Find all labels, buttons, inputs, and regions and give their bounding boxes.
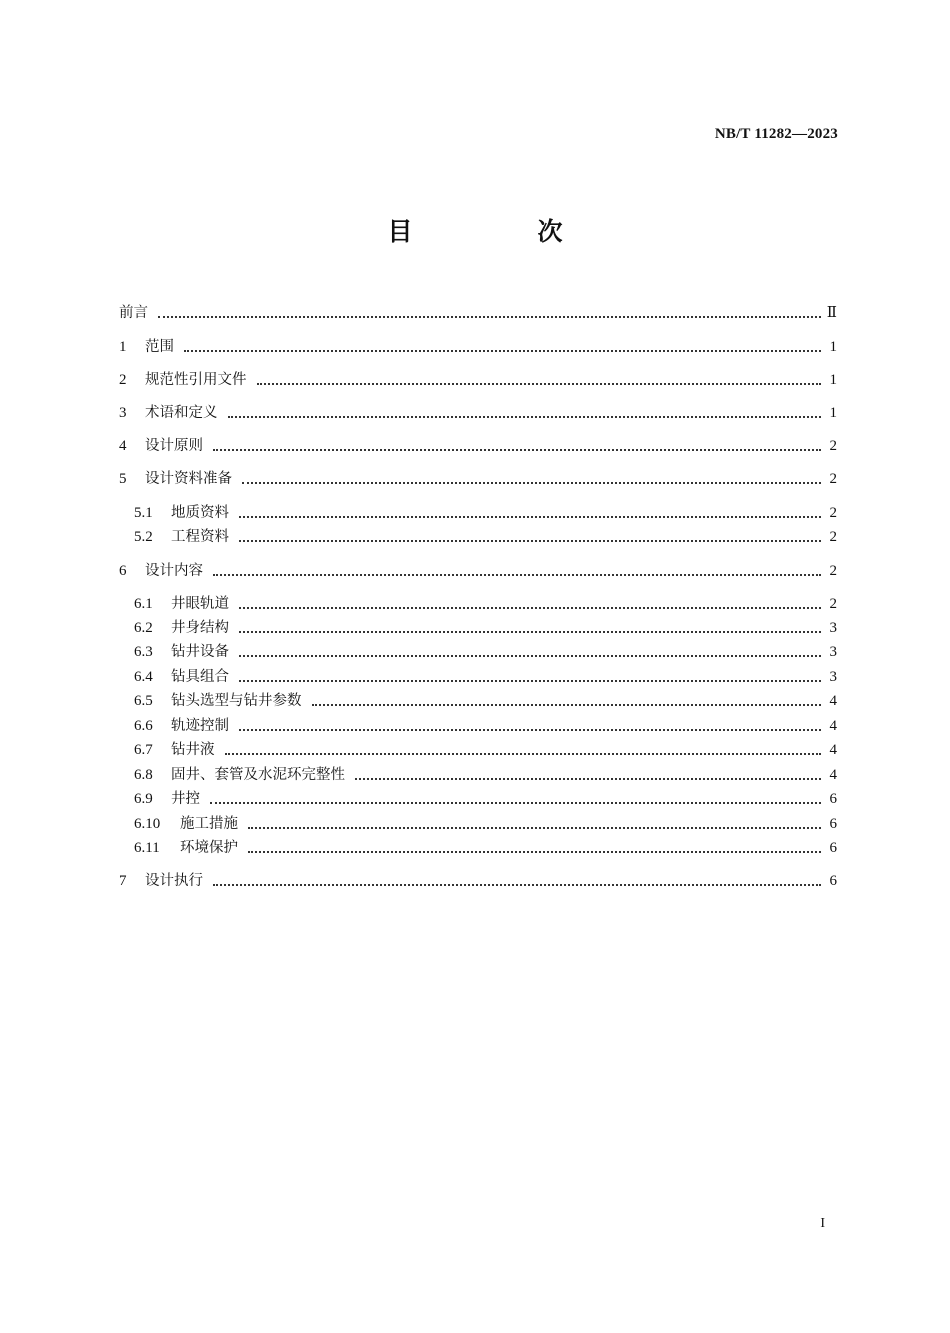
dot-leader xyxy=(239,516,821,518)
toc-entry-label: 施工措施 xyxy=(180,816,238,832)
toc-entry-label: 前言 xyxy=(119,305,148,321)
toc-entry-label: 设计资料准备 xyxy=(145,471,232,487)
dot-leader xyxy=(239,729,821,731)
dot-leader xyxy=(242,482,821,484)
toc-entry-number: 4 xyxy=(119,438,127,454)
toc-entry-label: 轨迹控制 xyxy=(171,718,229,734)
toc-entry-label: 设计原则 xyxy=(145,438,203,454)
toc-entry-label: 范围 xyxy=(145,339,174,355)
toc-entry[interactable] xyxy=(134,739,837,761)
toc-entry-label: 地质资料 xyxy=(171,505,229,521)
toc-entry-number: 6.5 xyxy=(134,693,153,709)
dot-leader xyxy=(248,851,821,853)
toc-entry[interactable] xyxy=(134,813,837,835)
toc-entry[interactable] xyxy=(134,593,837,615)
toc-entry[interactable] xyxy=(119,560,837,582)
toc-entry-page: 1 xyxy=(829,405,837,421)
toc-entry-number: 6.8 xyxy=(134,767,153,783)
toc-entry[interactable] xyxy=(134,641,837,663)
standard-code: NB/T 11282—2023 xyxy=(714,126,838,142)
toc-entry-page: 6 xyxy=(829,791,837,807)
toc-entry[interactable] xyxy=(134,715,837,737)
toc-entry[interactable] xyxy=(119,468,837,490)
toc-entry-number: 5 xyxy=(119,471,127,487)
toc-entry-page: 6 xyxy=(829,816,837,832)
toc-entry-page: 3 xyxy=(829,669,837,685)
toc-entry-label: 钻井设备 xyxy=(171,644,229,660)
toc-entry-page: 4 xyxy=(829,718,837,734)
toc-entry[interactable] xyxy=(134,617,837,639)
toc-entry-number: 5.2 xyxy=(134,529,153,545)
dot-leader xyxy=(228,416,822,418)
toc-entry-number: 6.3 xyxy=(134,644,153,660)
toc-entry[interactable] xyxy=(119,435,837,457)
toc-entry[interactable] xyxy=(119,870,837,892)
dot-leader xyxy=(312,704,822,706)
toc-entry-number: 7 xyxy=(119,873,127,889)
toc-entry-number: 6.4 xyxy=(134,669,153,685)
toc-entry[interactable] xyxy=(134,837,837,859)
toc-entry-number: 6.9 xyxy=(134,791,153,807)
toc-entry[interactable] xyxy=(134,788,837,810)
dot-leader xyxy=(239,607,821,609)
toc-entry[interactable] xyxy=(119,402,837,424)
toc-entry-number: 6 xyxy=(119,563,127,579)
toc-entry-label: 设计执行 xyxy=(145,873,203,889)
toc-entry-label: 设计内容 xyxy=(145,563,203,579)
dot-leader xyxy=(239,631,821,633)
toc-entry-page: 2 xyxy=(829,596,837,612)
toc-entry[interactable] xyxy=(119,336,837,358)
dot-leader xyxy=(184,350,821,352)
toc-entry-label: 术语和定义 xyxy=(145,405,218,421)
toc-entry-label: 环境保护 xyxy=(180,840,238,856)
toc-entry-page: 2 xyxy=(829,471,837,487)
toc-entry-page: 6 xyxy=(829,840,837,856)
toc-entry-label: 井身结构 xyxy=(171,620,229,636)
toc-entry-number: 6.10 xyxy=(134,816,161,832)
toc-entry-number: 6.11 xyxy=(134,840,160,856)
toc-entry-number: 2 xyxy=(119,372,127,388)
toc-entry-label: 钻井液 xyxy=(171,742,215,758)
dot-leader xyxy=(239,655,821,657)
toc-entry[interactable] xyxy=(134,690,837,712)
dot-leader xyxy=(213,574,821,576)
toc-entry-label: 钻头选型与钻井参数 xyxy=(171,693,302,709)
dot-leader xyxy=(355,778,821,780)
toc-entry-page: 4 xyxy=(829,767,837,783)
toc-entry-label: 规范性引用文件 xyxy=(145,372,247,388)
toc-entry-number: 3 xyxy=(119,405,127,421)
toc-entry-page: 4 xyxy=(829,742,837,758)
toc-entry-page: Ⅱ xyxy=(826,305,837,321)
dot-leader xyxy=(239,540,821,542)
toc-entry[interactable] xyxy=(134,502,837,524)
dot-leader xyxy=(213,449,821,451)
dot-leader xyxy=(257,383,822,385)
toc-entry-page: 1 xyxy=(829,339,837,355)
dot-leader xyxy=(210,802,821,804)
dot-leader xyxy=(158,316,821,318)
toc-entry[interactable] xyxy=(119,302,837,324)
dot-leader xyxy=(225,753,822,755)
toc-entry-label: 井眼轨道 xyxy=(171,596,229,612)
toc-entry-page: 2 xyxy=(829,563,837,579)
toc-entry-label: 井控 xyxy=(171,791,200,807)
toc-entry-page: 2 xyxy=(829,529,837,545)
toc-entry-label: 钻具组合 xyxy=(171,669,229,685)
toc-entry-page: 2 xyxy=(829,505,837,521)
toc-entry-number: 6.2 xyxy=(134,620,153,636)
toc-entry-number: 6.1 xyxy=(134,596,153,612)
toc-entry[interactable] xyxy=(134,764,837,786)
toc-entry-label: 工程资料 xyxy=(171,529,229,545)
toc-entry-page: 3 xyxy=(829,620,837,636)
toc-entry[interactable] xyxy=(134,666,837,688)
toc-entry-page: 2 xyxy=(829,438,837,454)
toc-entry-number: 6.7 xyxy=(134,742,153,758)
toc-entry-number: 5.1 xyxy=(134,505,153,521)
toc-entry-page: 3 xyxy=(829,644,837,660)
toc-entry-label: 固井、套管及水泥环完整性 xyxy=(171,767,345,783)
toc-title: 目 次 xyxy=(387,217,613,246)
toc-entry[interactable] xyxy=(134,526,837,548)
toc-entry[interactable] xyxy=(119,369,837,391)
toc-entry-number: 6.6 xyxy=(134,718,153,734)
toc-entry-page: 6 xyxy=(829,873,837,889)
dot-leader xyxy=(239,680,821,682)
dot-leader xyxy=(248,827,821,829)
toc-entry-page: 4 xyxy=(829,693,837,709)
dot-leader xyxy=(213,884,821,886)
page-number: I xyxy=(820,1216,825,1231)
toc-entry-page: 1 xyxy=(829,372,837,388)
toc-entry-number: 1 xyxy=(119,339,127,355)
